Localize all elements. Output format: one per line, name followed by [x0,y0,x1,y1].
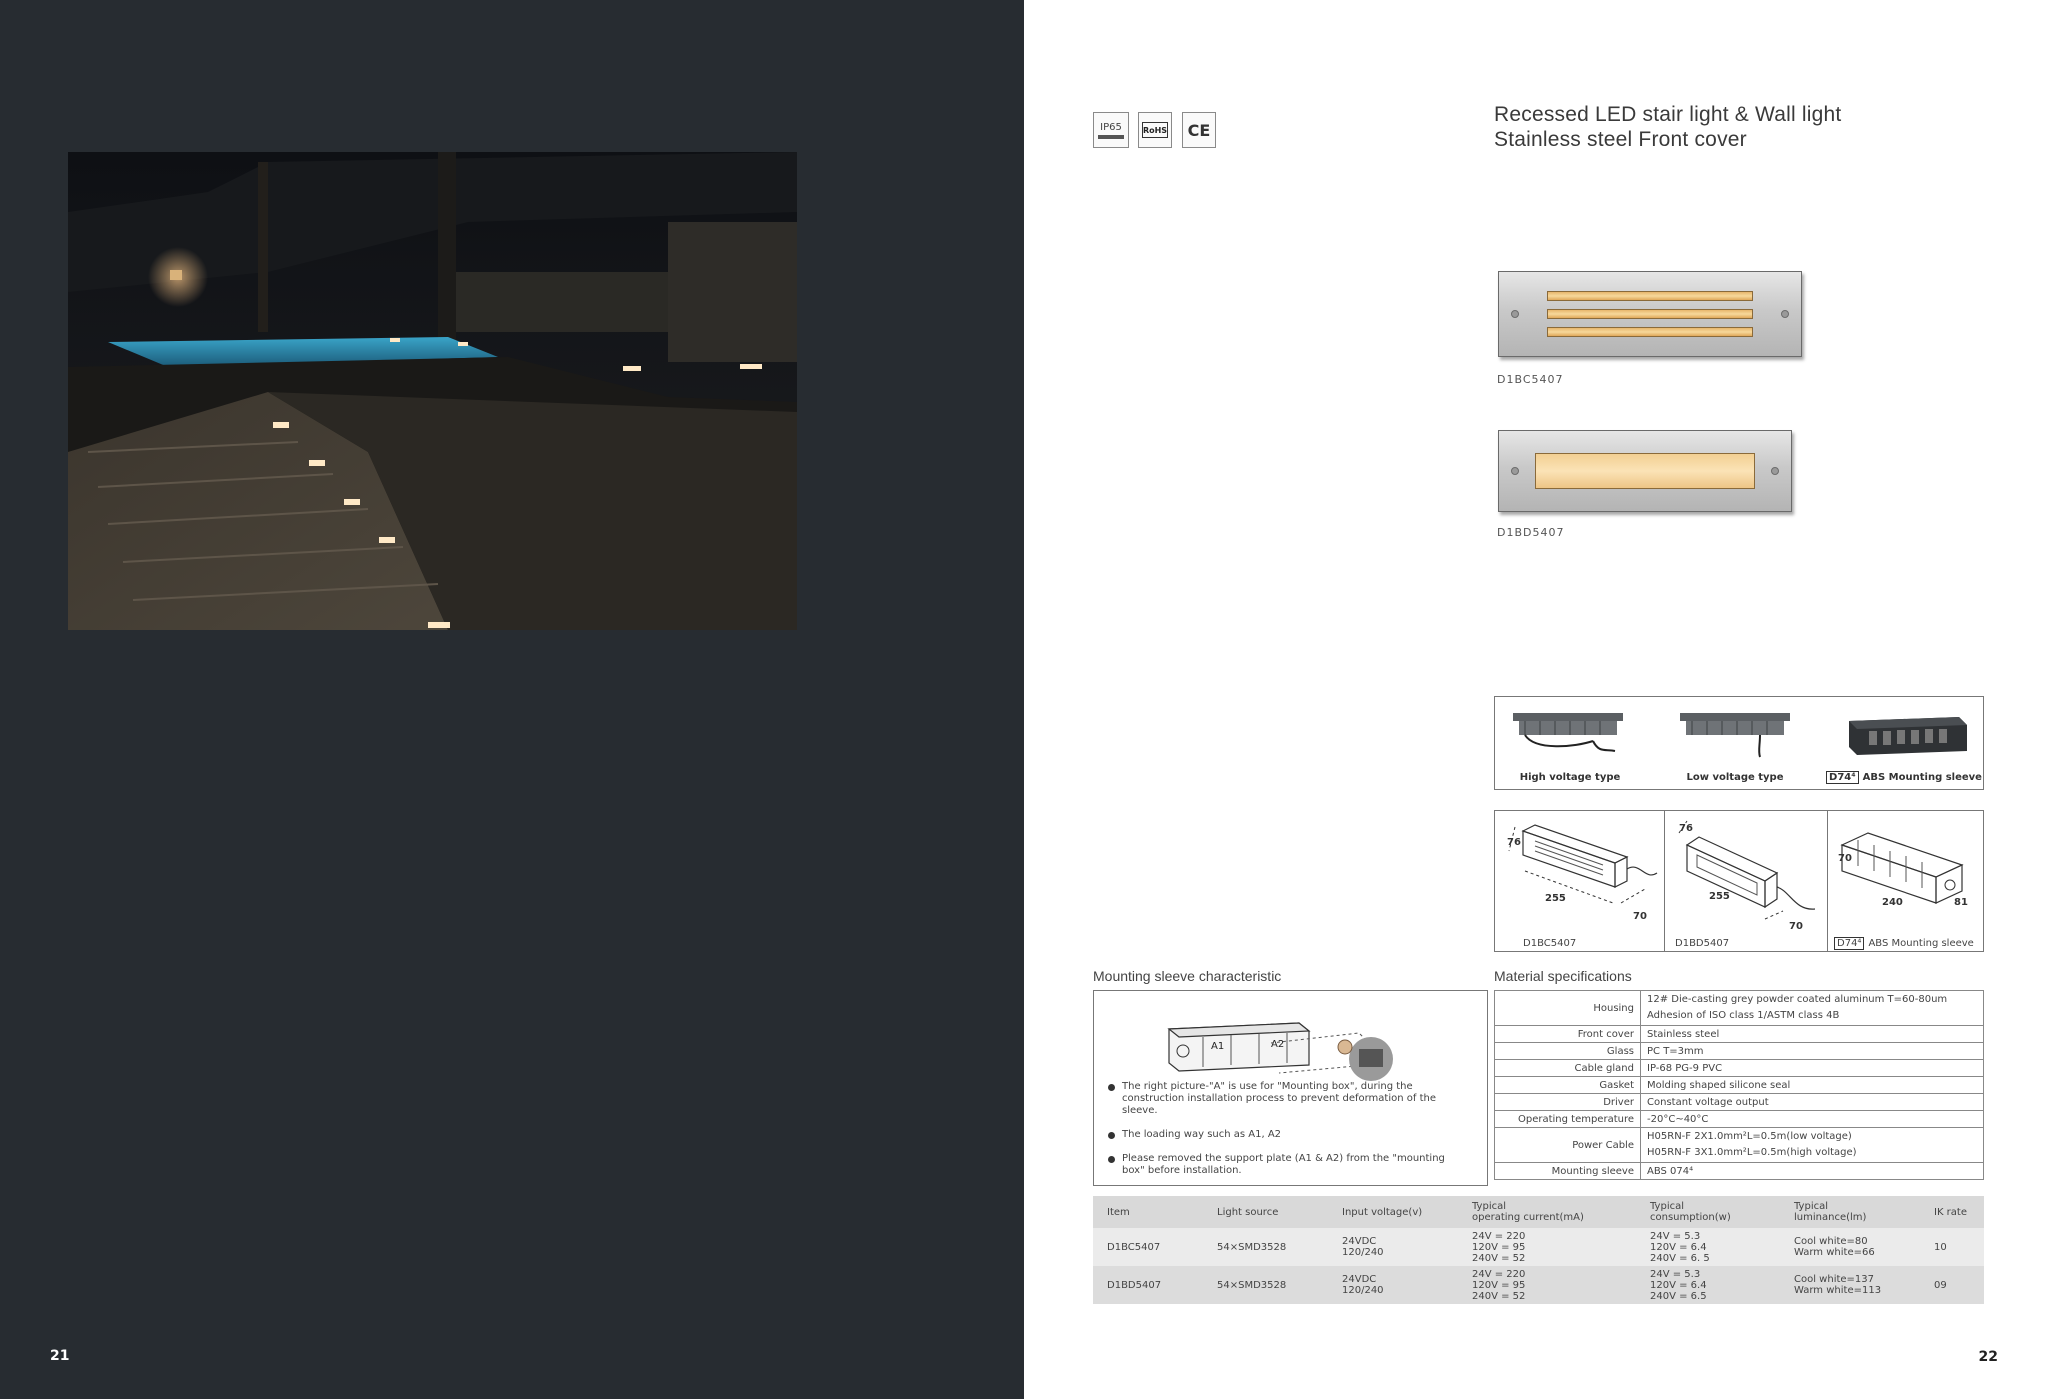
materials-section-title: Material specifications [1494,968,1632,984]
a2-label: A2 [1271,1039,1285,1050]
material-key: Operating temperature [1495,1111,1641,1128]
mounting-note: The loading way such as A1, A2 [1108,1129,1468,1141]
material-value: PC T=3mm [1641,1043,1984,1060]
dim-value: 255 [1545,893,1566,904]
dim-caption-3 [1834,938,1974,949]
col-header: Typical consumption(w) [1636,1196,1780,1228]
material-line: 12# Die-casting grey powder coated aluminum T=60-80um [1647,994,1948,1005]
light-window [1535,453,1755,489]
sleeve-caption-text: ABS Mounting sleeve [1862,772,1982,783]
pool-stairs-photo [68,152,797,630]
cell-line: 24V = 220 [1472,1230,1526,1242]
cell-input-voltage [1328,1266,1458,1304]
dim-value: 240 [1882,897,1903,908]
cell-line: Cool white=80 [1794,1236,1868,1247]
table-row [1495,1077,1984,1094]
material-key: Glass [1495,1043,1641,1060]
table-row [1093,1228,1984,1266]
table-row [1495,1060,1984,1077]
material-value [1641,1128,1984,1163]
dim-value: 70 [1789,921,1803,932]
screw-icon [1511,310,1519,318]
page-number-left: 21 [50,1348,70,1364]
variant-caption-1: High voltage type [1519,772,1621,783]
col-header: Typical luminance(lm) [1780,1196,1920,1228]
table-row [1495,1094,1984,1111]
materials-table [1494,990,1984,1180]
cell-line: 24V = 220 [1472,1268,1526,1280]
title-line-1: Recessed LED stair light & Wall light [1494,103,1842,126]
sleeve-tag: D74⁴ [1834,937,1864,950]
variant-low-voltage [1660,711,1810,787]
variant-caption-2: Low voltage type [1686,772,1784,783]
cell-item: D1BC5407 [1093,1228,1203,1266]
mounting-note: The right picture-"A" is use for "Mounting box", during the construction installation process to prevent deformation of the sleeve. [1108,1081,1468,1117]
rohs-label: RoHS [1142,122,1168,138]
cell-line: Warm white=66 [1794,1247,1875,1258]
table-row [1495,991,1984,1026]
dim-caption-1: D1BC5407 [1523,938,1577,949]
material-line: Adhesion of ISO class 1/ASTM class 4B [1647,1010,1840,1021]
table-row [1495,1111,1984,1128]
cell-line: 120/240 [1342,1247,1384,1258]
table-row [1495,1026,1984,1043]
cell-current [1458,1266,1636,1304]
cell-line: 24V = 5.3 [1650,1230,1701,1242]
dim-value: 70 [1633,911,1647,922]
table-row [1495,1163,1984,1180]
mounting-section-title: Mounting sleeve characteristic [1093,968,1282,984]
material-key: Driver [1495,1094,1641,1111]
table-row [1495,1128,1984,1163]
dim-value: 81 [1954,897,1968,908]
light-slot [1547,291,1753,301]
col-header: Input voltage(v) [1328,1196,1458,1228]
light-slot [1547,309,1753,319]
material-line: H05RN-F 2X1.0mm²L=0.5m(low voltage) [1647,1131,1852,1142]
material-value: -20°C~40°C [1641,1111,1984,1128]
cell-input-voltage [1328,1228,1458,1266]
sleeve-iso-drawing [1828,811,1983,931]
col-header: Typical operating current(mA) [1458,1196,1636,1228]
table-header-row [1093,1196,1984,1228]
cell-line: Warm white=113 [1794,1285,1882,1296]
ce-badge [1182,112,1216,148]
rohs-badge [1138,112,1172,148]
table-row [1495,1043,1984,1060]
cell-line: 120V = 95 [1472,1241,1526,1253]
sleeve-tag: D74⁴ [1826,771,1859,784]
cell-luminance [1780,1228,1920,1266]
screw-icon [1781,310,1789,318]
cell-line: 240V = 52 [1472,1252,1526,1264]
cell-consumption [1636,1228,1780,1266]
dim-value: 76 [1679,823,1693,834]
material-key: Power Cable [1495,1128,1641,1163]
dim-drawing-d1bd5407 [1665,811,1828,951]
night-pool-image [68,152,797,630]
dim-value: 76 [1507,837,1521,848]
cell-light-source: 54×SMD3528 [1203,1228,1328,1266]
mounting-sleeve-diagram [1159,1003,1419,1083]
cell-current [1458,1228,1636,1266]
model-label-2: D1BD5407 [1497,526,1565,539]
dim-value: 70 [1838,853,1852,864]
sleeve-dim-caption-text: ABS Mounting sleeve [1868,938,1974,949]
ip65-badge [1093,112,1129,148]
cell-line: 24VDC [1342,1274,1377,1285]
material-line: H05RN-F 3X1.0mm²L=0.5m(high voltage) [1647,1147,1857,1158]
material-key: Front cover [1495,1026,1641,1043]
ce-label: CE [1187,120,1211,140]
cell-line: 120/240 [1342,1285,1384,1296]
light-slot [1547,327,1753,337]
cell-line: 24V = 5.3 [1650,1268,1701,1280]
mounting-note: Please removed the support plate (A1 & A2) from the "mounting box" before installation. [1108,1153,1468,1177]
material-key: Housing [1495,991,1641,1026]
screw-icon [1771,467,1779,475]
variant-mounting-sleeve [1825,711,1983,787]
mounting-box [1093,990,1488,1186]
col-header: Item [1093,1196,1203,1228]
fixture-d1bc5407 [1498,271,1802,357]
page-number-right: 22 [1978,1349,1998,1365]
variant-high-voltage [1495,711,1645,787]
dim-drawing-sleeve [1828,811,1983,951]
title-line-2: Stainless steel Front cover [1494,128,1747,151]
cell-line: 240V = 6. 5 [1650,1252,1710,1264]
material-value: Constant voltage output [1641,1094,1984,1111]
cell-luminance [1780,1266,1920,1304]
variant-caption-3 [1825,772,1983,783]
fixture-d1bd5407 [1498,430,1792,512]
cell-line: 120V = 6.4 [1650,1241,1707,1253]
product-title [1494,102,1841,152]
material-value [1641,991,1984,1026]
col-header: Light source [1203,1196,1328,1228]
cell-line: 240V = 52 [1472,1290,1526,1302]
mounting-sleeve-icon [1825,711,1983,771]
material-value: Molding shaped silicone seal [1641,1077,1984,1094]
dim-value: 255 [1709,891,1730,902]
material-value: IP-68 PG-9 PVC [1641,1060,1984,1077]
variants-box [1494,696,1984,790]
cell-ik: 10 [1920,1228,1984,1266]
cell-item: D1BD5407 [1093,1266,1203,1304]
cell-line: 24VDC [1342,1236,1377,1247]
material-value: Stainless steel [1641,1026,1984,1043]
cell-line: 120V = 6.4 [1650,1279,1707,1291]
ip65-label: IP65 [1100,121,1122,133]
cell-ik: 09 [1920,1266,1984,1304]
material-value: ABS 074⁴ [1641,1163,1984,1180]
a1-label: A1 [1211,1041,1225,1052]
dim-drawing-d1bc5407 [1495,811,1665,951]
cell-light-source: 54×SMD3528 [1203,1266,1328,1304]
table-row [1093,1266,1984,1304]
cell-line: 120V = 95 [1472,1279,1526,1291]
high-voltage-fixture-icon [1495,711,1645,771]
low-voltage-fixture-icon [1660,711,1810,771]
cell-consumption [1636,1266,1780,1304]
dimension-drawings-box [1494,810,1984,952]
mounting-notes-list [1108,1081,1468,1189]
material-key: Gasket [1495,1077,1641,1094]
spec-table [1093,1196,1984,1304]
ip65-bar [1098,135,1124,139]
right-page [1024,0,2048,1399]
cell-line: Cool white=137 [1794,1274,1875,1285]
model-label-1: D1BC5407 [1497,373,1564,386]
material-key: Cable gland [1495,1060,1641,1077]
dim-caption-2: D1BD5407 [1675,938,1730,949]
cell-line: 240V = 6.5 [1650,1290,1707,1302]
material-key: Mounting sleeve [1495,1163,1641,1180]
screw-icon [1511,467,1519,475]
col-header: IK rate [1920,1196,1984,1228]
